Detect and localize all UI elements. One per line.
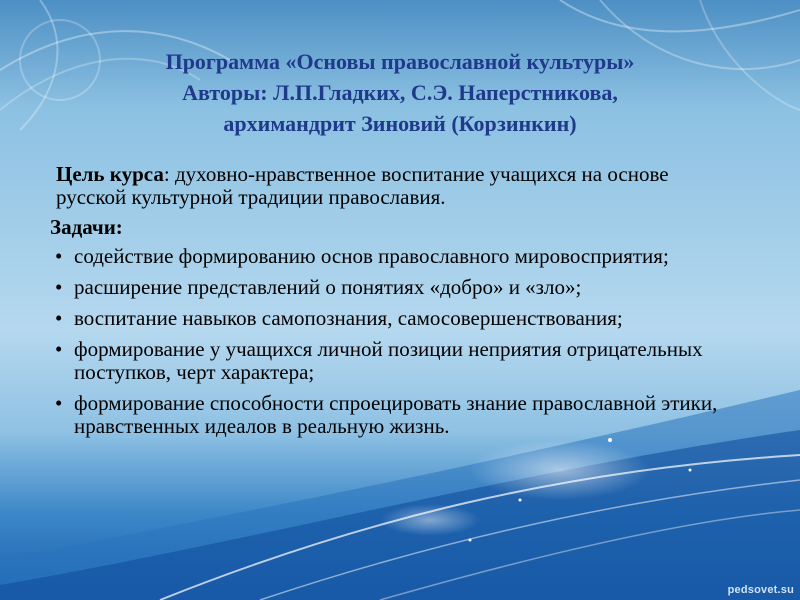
bullet-icon: • <box>55 337 63 361</box>
watermark: pedsovet.su <box>727 584 794 596</box>
task-text: содействие формированию основ православного мировосприятия; <box>74 244 669 268</box>
title-line-1: Программа «Основы православной культуры» <box>165 49 635 74</box>
list-item <box>50 338 740 384</box>
bullet-icon: • <box>55 306 63 330</box>
task-text: формирование у учащихся личной позиции неприятия отрицательных поступков, черт характера; <box>74 337 703 384</box>
task-text: формирование способности спроецировать знание православной этики, нравственных идеалов в реальную жизнь. <box>74 391 718 438</box>
slide-title <box>60 46 740 139</box>
task-text: расширение представлений о понятиях «добро» и «зло»; <box>74 275 582 299</box>
slide-body <box>50 163 740 446</box>
title-line-3: архимандрит Зиновий (Корзинкин) <box>223 111 577 136</box>
list-item <box>50 276 740 299</box>
list-item <box>50 392 740 438</box>
list-item <box>50 307 740 330</box>
title-line-2: Авторы: Л.П.Гладких, С.Э. Наперстникова, <box>182 80 618 105</box>
tasks-list <box>50 245 740 438</box>
bullet-icon: • <box>55 391 63 415</box>
bullet-icon: • <box>55 275 63 299</box>
list-item <box>50 245 740 268</box>
goal-label: Цель курса <box>56 162 164 186</box>
task-text: воспитание навыков самопознания, самосовершенствования; <box>74 306 623 330</box>
goal-text: : духовно-нравственное воспитание учащихся на основе русской культурной традиции православия. <box>56 162 669 209</box>
tasks-heading: Задачи: <box>50 215 123 239</box>
bullet-icon: • <box>55 244 63 268</box>
course-goal <box>50 163 740 209</box>
